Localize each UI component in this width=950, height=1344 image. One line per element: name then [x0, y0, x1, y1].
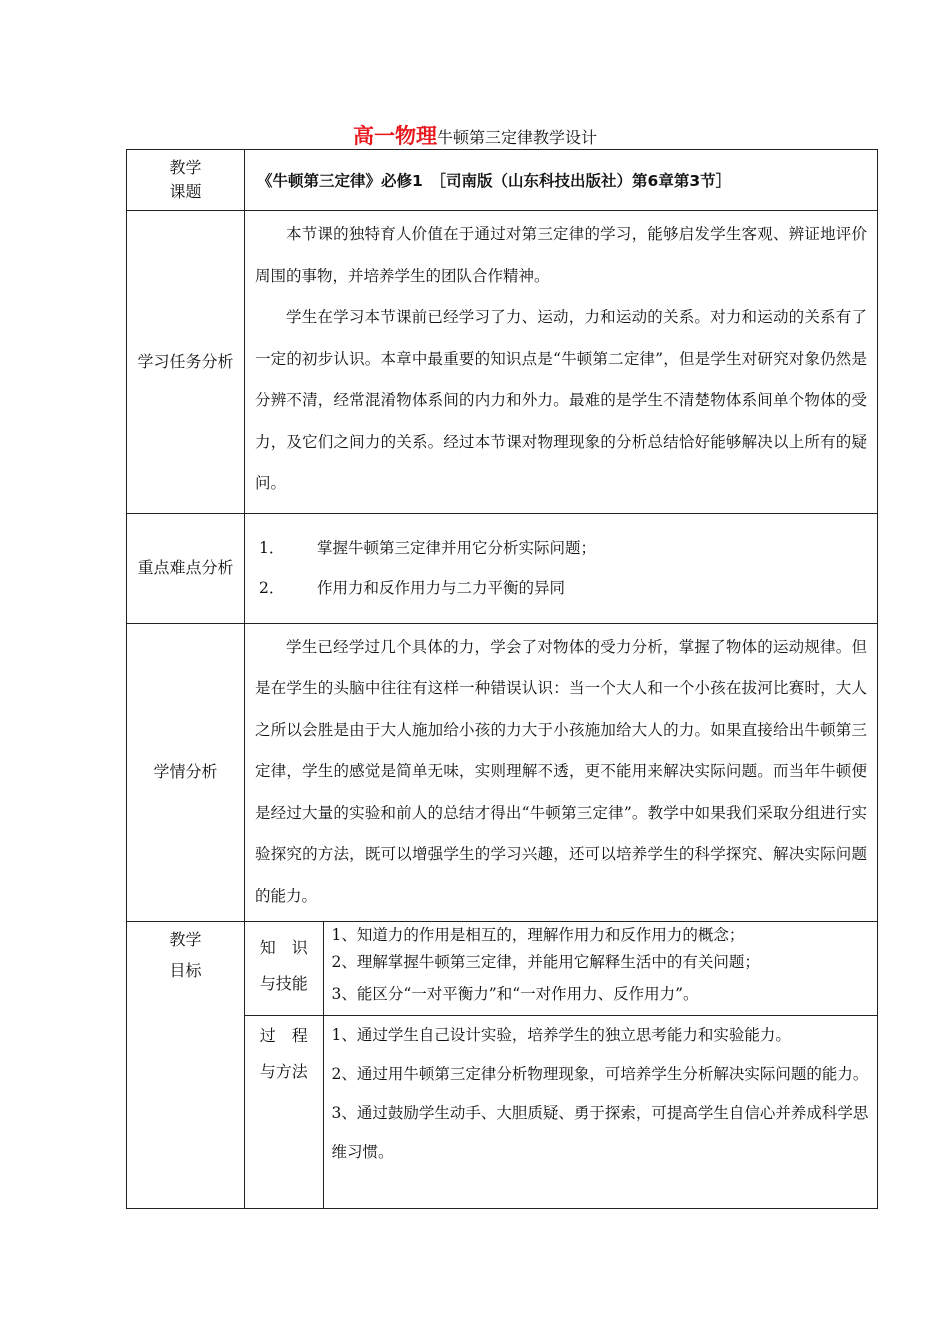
- course-label-line1: 教学: [169, 158, 202, 177]
- knowledge-label-line1: 知 识: [259, 938, 308, 957]
- key-points-content: [245, 513, 878, 623]
- process-method-items: [323, 1015, 878, 1208]
- knowledge-skills-row: [245, 922, 878, 1015]
- task-analysis-paragraph-2: 学生在学习本节课前已经学习了力、运动，力和运动的关系。对力和运动的关系有了一定的初步认识。本章中最重要的知识点是“牛顿第二定律”，但是学生对研究对象仍然是分辨不清，经常混淆物体系间的内力和外力。最难的是学生不清楚物体系间单个物体的受力，及它们之间力的关系。经过本节课对物理现象的分析总结恰好能够解决以上所有的疑问。: [255, 308, 867, 492]
- key-point-item: [245, 568, 877, 608]
- key-points-row: [127, 513, 878, 623]
- knowledge-skills-items: [323, 922, 878, 1015]
- student-analysis-content: [245, 623, 878, 922]
- process-method-label: [245, 1015, 323, 1208]
- process-label-line2: 与方法: [259, 1061, 308, 1081]
- objectives-label-line1: 教学: [169, 930, 202, 949]
- objectives-label-line2: 目标: [169, 961, 202, 980]
- title-topic: 牛顿第三定律教学设计: [436, 128, 597, 147]
- objectives-label: [127, 922, 245, 1209]
- process-item: 1、通过学生自己设计实验，培养学生的独立思考能力和实验能力。: [331, 1025, 791, 1044]
- knowledge-item: 2、理解掌握牛顿第三定律，并能用它解释生活中的有关问题；: [331, 953, 760, 971]
- key-point-text: 掌握牛顿第三定律并用它分析实际问题；: [317, 539, 597, 557]
- objectives-subtable: [245, 922, 878, 1208]
- course-title: 《牛顿第三定律》必修1 ［司南版（山东科技出版社）第6章第3节］: [257, 172, 732, 190]
- student-analysis-paragraph: 学生已经学过几个具体的力，学会了对物体的受力分析，掌握了物体的运动规律。但是在学生的头脑中往往有这样一种错误认识：当一个大人和一个小孩在拔河比赛时，大人之所以会胜是由于大人施加给小孩的力大于小孩施加给大人的力。如果直接给出牛顿第三定律，学生的感觉是简单无味，实则理解不透，更不能用来解决实际问题。而当年牛顿便是经过大量的实验和前人的总结才得出“牛顿第三定律”。教学中如果我们采取分组进行实验探究的方法，既可以增强学生的学习兴趣，还可以培养学生的科学探究、解决实际问题的能力。: [255, 637, 867, 905]
- key-point-number: 1．: [259, 539, 285, 557]
- course-label: [127, 150, 245, 211]
- knowledge-label-line2: 与技能: [259, 974, 308, 993]
- objectives-content: [245, 922, 878, 1209]
- key-point-item: [245, 528, 877, 568]
- lesson-plan-table: [126, 149, 878, 1209]
- task-analysis-content: [245, 211, 878, 514]
- course-label-line2: 课题: [169, 182, 202, 201]
- student-analysis-label: 学情分析: [127, 623, 245, 922]
- student-analysis-row: [127, 623, 878, 922]
- document-title: [0, 122, 950, 152]
- process-method-row: [245, 1015, 878, 1208]
- course-content: [245, 150, 878, 211]
- process-item: 3、通过鼓励学生动手、大胆质疑、勇于探索，可提高学生自信心并养成科学思维习惯。: [331, 1103, 869, 1161]
- title-subject: 高一物理: [352, 124, 437, 148]
- course-row: [127, 150, 878, 211]
- process-item: 2、通过用牛顿第三定律分析物理现象，可培养学生分析解决实际问题的能力。: [331, 1064, 869, 1083]
- key-point-number: 2．: [259, 579, 285, 597]
- key-point-text: 作用力和反作用力与二力平衡的异同: [317, 579, 566, 597]
- task-analysis-label: 学习任务分析: [127, 211, 245, 514]
- process-label-line1: 过 程: [259, 1025, 308, 1045]
- key-points-label: 重点难点分析: [127, 513, 245, 623]
- task-analysis-paragraph-1: 本节课的独特育人价值在于通过对第三定律的学习，能够启发学生客观、辨证地评价周围的事物，并培养学生的团队合作精神。: [255, 225, 867, 285]
- knowledge-item: 3、能区分“一对平衡力”和“一对作用力、反作用力”。: [331, 985, 699, 1003]
- knowledge-item: 1、知道力的作用是相互的，理解作用力和反作用力的概念；: [331, 926, 745, 944]
- task-analysis-row: [127, 211, 878, 514]
- objectives-row: [127, 922, 878, 1209]
- knowledge-skills-label: [245, 922, 323, 1015]
